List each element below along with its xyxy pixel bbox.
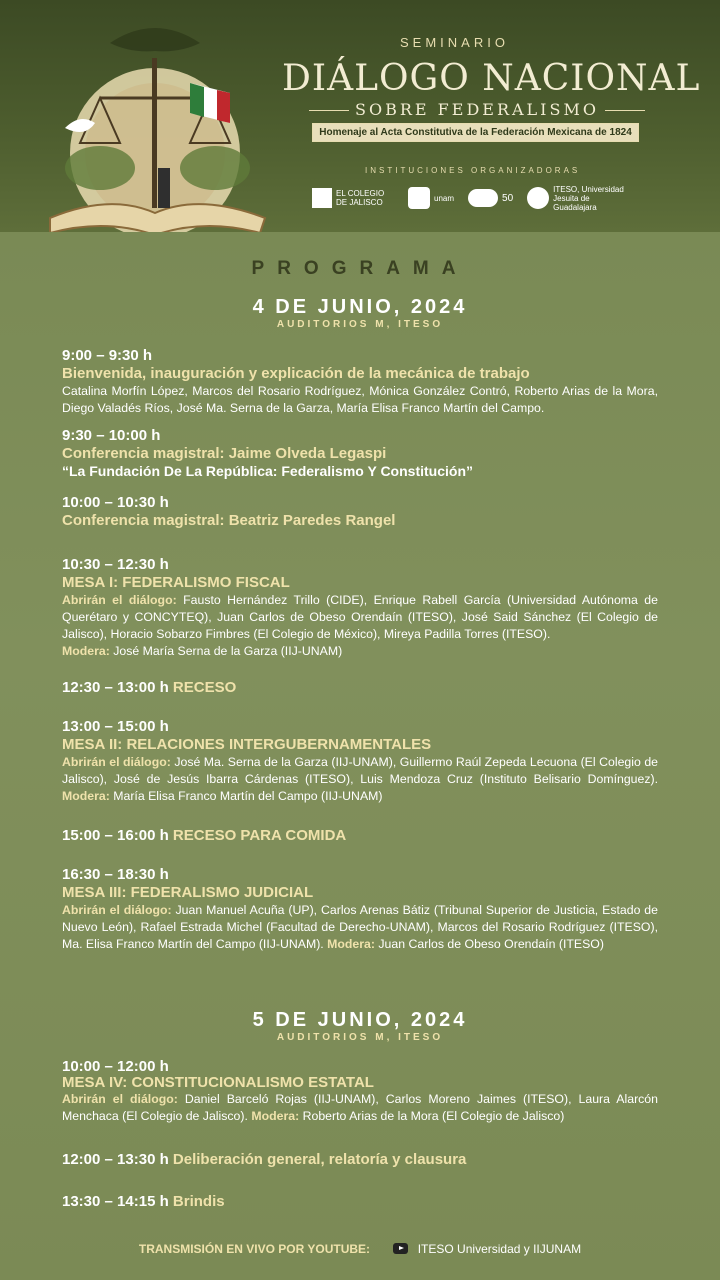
item-time-line: [62, 1151, 658, 1169]
schedule-item: [62, 1059, 658, 1125]
organizer-logos: [312, 182, 652, 214]
event-subtitle: [282, 100, 672, 119]
moderator-name: Roberto Arias de la Mora (El Colegio de Jalisco): [302, 1109, 565, 1123]
item-time: 12:00 – 13:30 h: [62, 1151, 169, 1168]
day-1-venue: AUDITORIOS M, ITESO: [276, 319, 444, 330]
iteso-logo: [527, 185, 633, 212]
day-2-venue: AUDITORIOS M, ITESO: [276, 1032, 444, 1043]
schedule-item: [62, 556, 658, 660]
schedule-item: [62, 1193, 658, 1211]
day-2-date: 5 DE JUNIO, 2024: [252, 1009, 468, 1031]
item-time: 10:00 – 10:30 h: [62, 494, 169, 511]
moderator-label: Modera:: [62, 789, 110, 803]
schedule-item: [62, 427, 658, 480]
item-title: RECESO: [172, 679, 237, 696]
schedule-item: [62, 1151, 658, 1169]
moderator-name: José María Serna de la Garza (IIJ-UNAM): [113, 644, 343, 658]
organizers-label: INSTITUCIONES ORGANIZADORAS: [365, 166, 581, 175]
item-title: Deliberación general, relatoría y clausura: [172, 1151, 467, 1168]
colegio-jalisco-name: EL COLEGIO DE JALISCO: [336, 189, 385, 207]
item-quote: “La Fundación De La República: Federalismo Y Constitución”: [62, 463, 473, 479]
livestream-channels[interactable]: ITESO Universidad y IIJUNAM: [417, 1242, 582, 1256]
colegio-jalisco-logo: [312, 188, 394, 208]
day-2-header: [0, 1009, 720, 1043]
item-time: 10:30 – 12:30 h: [62, 556, 169, 573]
program-heading: PROGRAMA: [251, 258, 469, 279]
item-participants: [62, 592, 658, 660]
item-title: MESA I: FEDERALISMO FISCAL: [62, 574, 290, 591]
anniversary-logo: [468, 189, 513, 207]
item-participants: [62, 1091, 658, 1125]
item-time-line: [62, 679, 658, 697]
item-title: Bienvenida, inauguración y explicación de la mecánica de trabajo: [62, 365, 530, 382]
iteso-name: ITESO, Universidad Jesuita de Guadalajara: [553, 184, 624, 212]
youtube-icon: [393, 1243, 408, 1254]
anniversary-number: 50: [502, 192, 514, 204]
opening-label: Abrirán el diálogo:: [62, 903, 172, 917]
schedule-item: [62, 679, 658, 697]
opening-speakers: Daniel Barceló Rojas (IIJ-UNAM), Carlos Moreno Jaimes (ITESO), Laura Alarcón Menchaca (El Colegio de Jalisco).: [62, 1092, 658, 1123]
item-title: MESA II: RELACIONES INTERGUBERNAMENTALES: [62, 736, 432, 753]
item-time-line: [62, 1193, 658, 1211]
opening-speakers: José Ma. Serna de la Garza (IIJ-UNAM), Guillermo Raúl Zepeda Lecuona (El Colegio de Jalisco), José de Jesús Ibarra Cárdenas (ITESO), Luis Mendoza Cruz (Instituto Belisario Domínguez).: [62, 755, 658, 786]
footer-livestream: [0, 1242, 720, 1256]
unam-logo: [408, 187, 454, 209]
item-time: 9:00 – 9:30 h: [62, 347, 153, 364]
item-participants: Catalina Morfín López, Marcos del Rosario Rodríguez, Mónica González Contró, Roberto Arias de la Mora, Diego Valadés Ríos, José Ma. Serna de la Garza, María Elisa Franco Martín del Campo.: [62, 384, 658, 415]
opening-speakers: Juan Manuel Acuña (UP), Carlos Arenas Bátiz (Tribunal Superior de Justicia, Estado de Nuevo León), Rafael Estrada Michel (Facultad de Derecho-UNAM), Marcos del Rosario Rodríguez (ITESO), Ma. Elisa Franco Martín del Campo (IIJ-UNAM).: [62, 903, 658, 951]
item-title: MESA IV: CONSTITUCIONALISMO ESTATAL: [62, 1074, 374, 1091]
item-time: 9:30 – 10:00 h: [62, 427, 161, 444]
livestream-label: TRANSMISIÓN EN VIVO POR YOUTUBE:: [138, 1242, 371, 1256]
seminar-illustration: [40, 18, 280, 232]
item-title: RECESO PARA COMIDA: [172, 827, 347, 844]
item-title: Conferencia magistral: Jaime Olveda Legaspi: [62, 445, 387, 462]
opening-label: Abrirán el diálogo:: [62, 1092, 178, 1106]
schedule-item: [62, 718, 658, 805]
schedule-item: [62, 494, 658, 530]
unam-name: unam: [434, 193, 455, 203]
item-title: MESA III: FEDERALISMO JUDICIAL: [62, 884, 314, 901]
item-title: Conferencia magistral: Beatriz Paredes Rangel: [62, 512, 396, 529]
moderator-label: Modera:: [62, 644, 110, 658]
seminar-label: SEMINARIO: [400, 35, 509, 50]
moderator-name: María Elisa Franco Martín del Campo (IIJ-UNAM): [113, 789, 383, 803]
header-banner: [0, 0, 720, 232]
item-time: 13:00 – 15:00 h: [62, 718, 169, 735]
opening-label: Abrirán el diálogo:: [62, 593, 177, 607]
day-1-header: [0, 296, 720, 330]
opening-speakers: Fausto Hernández Trillo (CIDE), Enrique Rabell García (Universidad Autónoma de Querétaro y CONCYTEQ), Juan Carlos de Obeso Orendaín (ITESO), José Said Sánchez (El Colegio de Jalisco), Horacio Sobarzo Fimbres (El Colegio de México), Mireya Padilla Torres (ITESO).: [62, 593, 658, 641]
item-time: 13:30 – 14:15 h: [62, 1193, 169, 1210]
schedule-item: [62, 347, 658, 417]
item-time: 10:00 – 12:00 h: [62, 1058, 169, 1075]
item-time-line: [62, 827, 658, 845]
item-participants: [62, 902, 658, 953]
event-subtitle-text: SOBRE FEDERALISMO: [355, 100, 599, 119]
day-1-date: 4 DE JUNIO, 2024: [252, 296, 468, 318]
event-title: DIÁLOGO NACIONAL: [282, 58, 701, 99]
item-participants: [62, 754, 658, 805]
schedule-item: [62, 866, 658, 953]
item-title: Brindis: [172, 1193, 225, 1210]
moderator-label: Modera:: [251, 1109, 300, 1123]
item-time: 15:00 – 16:00 h: [62, 827, 169, 844]
item-time: 12:30 – 13:00 h: [62, 679, 169, 696]
moderator-label: Modera:: [327, 937, 375, 951]
item-time: 16:30 – 18:30 h: [62, 866, 169, 883]
schedule-item: [62, 827, 658, 845]
homage-banner: Homenaje al Acta Constitutiva de la Federación Mexicana de 1824: [312, 123, 639, 142]
opening-label: Abrirán el diálogo:: [62, 755, 171, 769]
moderator-name: Juan Carlos de Obeso Orendaín (ITESO): [378, 937, 604, 951]
